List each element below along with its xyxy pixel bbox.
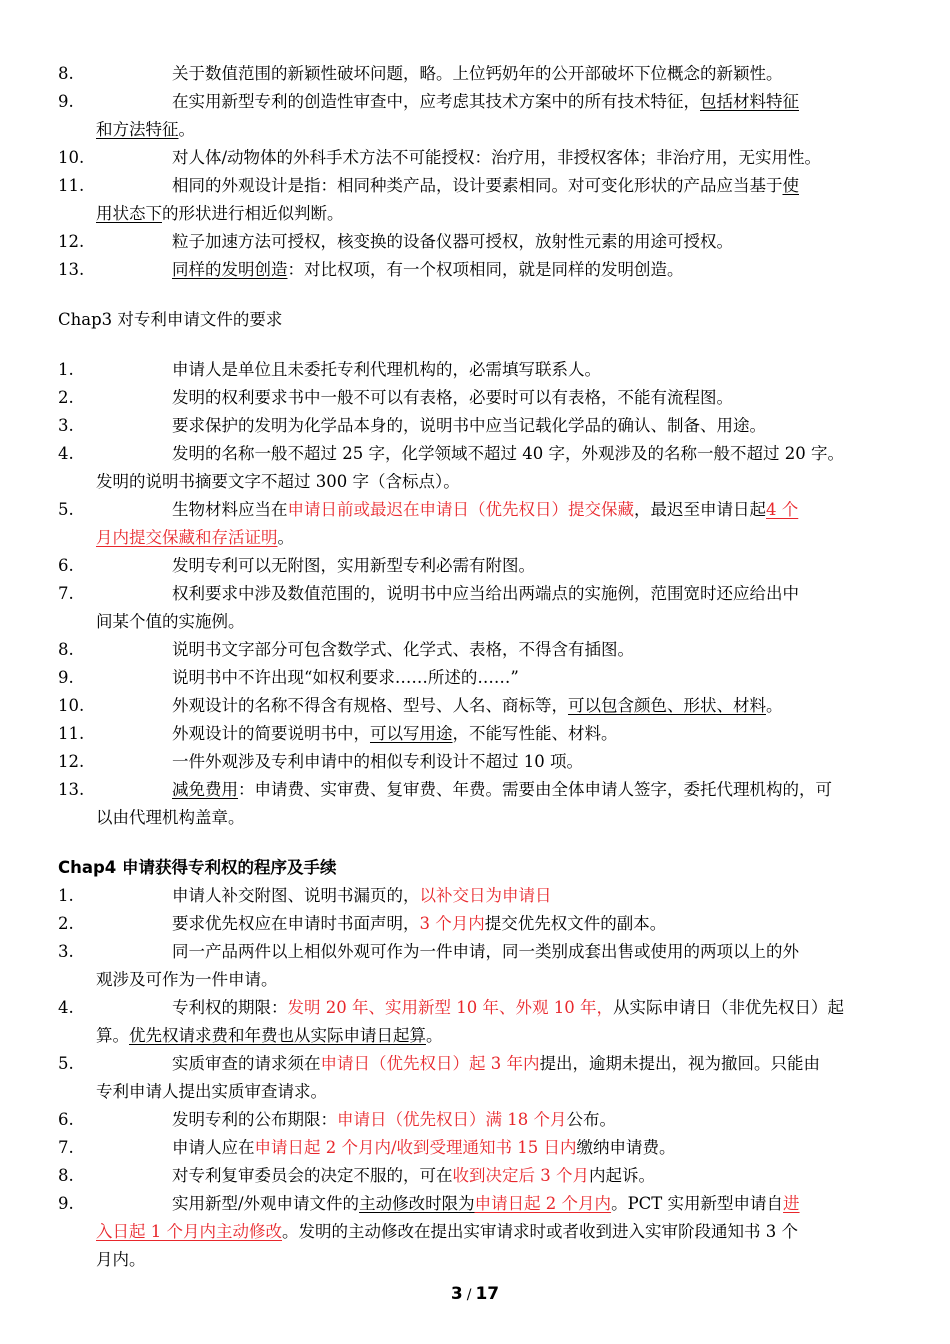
item-text: 缴纳申请费。 — [576, 1138, 676, 1157]
current-page: 3 — [450, 1284, 463, 1304]
highlight-text: 申请日起 2 个月内/收到受理通知书 15 日内 — [254, 1138, 577, 1157]
underlined-text: 主动修改时限为 — [359, 1194, 475, 1213]
list-item — [58, 720, 898, 748]
item-text: 要求优先权应在申请时书面声明， — [172, 914, 420, 933]
item-text: 外观设计的名称不得含有规格、型号、人名、商标等， — [172, 696, 568, 715]
item-number: 3. — [58, 942, 74, 961]
item-number: 10. — [58, 696, 85, 715]
item-number: 2. — [58, 914, 74, 933]
item-number: 12. — [58, 752, 85, 771]
highlight-text: 申请日（优先权日）满 18 个月 — [337, 1110, 567, 1129]
item-text: 生物材料应当在 — [172, 500, 288, 519]
list-item — [58, 412, 898, 440]
item-number: 8. — [58, 64, 74, 83]
list-item — [58, 748, 898, 776]
list-item — [58, 384, 898, 412]
item-text: 。 — [426, 1026, 443, 1045]
highlight-text: 申请日（优先权日）起 3 年内 — [320, 1054, 540, 1073]
total-pages: 17 — [475, 1284, 500, 1304]
item-text: ，不能写性能、材料。 — [452, 724, 618, 743]
list-item — [58, 256, 898, 284]
highlight-text: 申请日前或最迟在申请日（优先权日）提交保藏 — [287, 500, 634, 519]
item-number: 4. — [58, 998, 74, 1017]
list-item — [58, 994, 898, 1050]
page-separator: / — [466, 1287, 472, 1303]
item-text: 提出，逾期未提出，视为撤回。只能由 — [539, 1054, 820, 1073]
item-number: 10. — [58, 148, 85, 167]
item-number: 13. — [58, 780, 85, 799]
item-text: 月内。 — [96, 1250, 146, 1269]
item-number: 1. — [58, 886, 74, 905]
list-item — [58, 1134, 898, 1162]
list-item — [58, 692, 898, 720]
item-number: 8. — [58, 1166, 74, 1185]
item-text: 。发明的主动修改在提出实审请求时或者收到进入实审阶段通知书 3 个 — [282, 1222, 798, 1241]
underlined-text: 和方法特征 — [96, 120, 179, 139]
list-item — [58, 144, 898, 172]
item-number: 12. — [58, 232, 85, 251]
item-number: 2. — [58, 388, 74, 407]
item-number: 5. — [58, 500, 74, 519]
item-text: 发明的说明书摘要文字不超过 300 字（含标点）。 — [96, 472, 460, 491]
highlight-text: 3 个月内 — [419, 914, 485, 933]
item-text: 申请人应在 — [172, 1138, 255, 1157]
list-item — [58, 1106, 898, 1134]
item-text: 对专利复审委员会的决定不服的，可在 — [172, 1166, 453, 1185]
item-text: 关于数值范围的新颖性破坏问题，略。上位钙奶年的公开部破坏下位概念的新颖性。 — [172, 64, 783, 83]
item-number: 8. — [58, 640, 74, 659]
item-number: 5. — [58, 1054, 74, 1073]
item-text: 申请人是单位且未委托专利代理机构的，必需填写联系人。 — [172, 360, 601, 379]
item-text: 实用新型/外观申请文件的 — [172, 1194, 360, 1213]
highlight-text: 进 — [783, 1194, 800, 1213]
list-item — [58, 580, 898, 636]
item-number: 11. — [58, 724, 85, 743]
list-item — [58, 776, 898, 832]
highlight-text: 申请日起 2 个月内 — [474, 1194, 612, 1213]
item-text: 申请人补交附图、说明书漏页的， — [172, 886, 420, 905]
item-number: 9. — [58, 668, 74, 687]
item-text: 同一产品两件以上相似外观可作为一件申请，同一类别成套出售或使用的两项以上的外 — [172, 942, 799, 961]
item-text: 。 — [766, 696, 783, 715]
list-item — [58, 440, 898, 496]
item-number: 3. — [58, 416, 74, 435]
item-text: 。PCT 实用新型申请自 — [611, 1194, 784, 1213]
item-number: 7. — [58, 1138, 74, 1157]
underlined-text: 同样的发明创造 — [172, 260, 288, 279]
item-number: 11. — [58, 176, 85, 195]
page-number — [0, 1280, 950, 1309]
list-item — [58, 552, 898, 580]
list-item — [58, 1162, 898, 1190]
item-number: 1. — [58, 360, 74, 379]
item-text: 实质审查的请求须在 — [172, 1054, 321, 1073]
item-text: 要求保护的发明为化学品本身的，说明书中应当记载化学品的确认、制备、用途。 — [172, 416, 766, 435]
item-text: 说明书文字部分可包含数学式、化学式、表格，不得含有插图。 — [172, 640, 634, 659]
item-text: ：对比权项，有一个权项相同，就是同样的发明创造。 — [287, 260, 684, 279]
item-text: 对人体/动物体的外科手术方法不可能授权：治疗用，非授权客体；非治疗用，无实用性。 — [172, 148, 822, 167]
item-text: 发明的权利要求书中一般不可以有表格，必要时可以有表格，不能有流程图。 — [172, 388, 733, 407]
item-number: 4. — [58, 444, 74, 463]
item-text: 专利申请人提出实质审查请求。 — [96, 1082, 327, 1101]
item-text: 粒子加速方法可授权，核变换的设备仪器可授权，放射性元素的用途可授权。 — [172, 232, 733, 251]
list-item — [58, 496, 898, 552]
list-item — [58, 636, 898, 664]
highlight-text: 发明 20 年、实用新型 10 年、外观 10 年， — [287, 998, 613, 1017]
item-text: 间某个值的实施例。 — [96, 612, 245, 631]
underlined-text: 使 — [782, 176, 799, 195]
item-text: 的形状进行相近似判断。 — [162, 204, 344, 223]
underlined-text: 包括材料特征 — [700, 92, 799, 111]
item-text: 相同的外观设计是指：相同种类产品，设计要素相同。对可变化形状的产品应当基于 — [172, 176, 783, 195]
list-item — [58, 938, 898, 994]
underlined-text: 可以写用途 — [370, 724, 453, 743]
highlight-text: 4 个 — [766, 500, 799, 519]
underlined-text: 优先权请求费和年费也从实际申请日起算 — [129, 1026, 426, 1045]
item-text: 发明专利可以无附图，实用新型专利必需有附图。 — [172, 556, 535, 575]
underlined-text: 减免费用 — [172, 780, 238, 799]
item-text: 专利权的期限： — [172, 998, 288, 1017]
item-text: 观涉及可作为一件申请。 — [96, 970, 278, 989]
underlined-text: 用状态下 — [96, 204, 162, 223]
list-item — [58, 910, 898, 938]
item-text: 算。 — [96, 1026, 129, 1045]
underlined-text: 可以包含颜色、形状、材料 — [568, 696, 766, 715]
item-text: 说明书中不许出现“如权利要求……所述的……” — [172, 668, 519, 687]
highlight-text: 以补交日为申请日 — [419, 886, 552, 905]
item-text: 发明的名称一般不超过 25 字，化学领域不超过 40 字，外观涉及的名称一般不超过 20 字。 — [172, 444, 844, 463]
item-text: 在实用新型专利的创造性审查中，应考虑其技术方案中的所有技术特征， — [172, 92, 700, 111]
list-item — [58, 1190, 898, 1274]
item-text: 。 — [277, 528, 294, 547]
item-number: 9. — [58, 92, 74, 111]
list-item — [58, 172, 898, 228]
highlight-text: 月内提交保藏和存活证明 — [96, 528, 278, 547]
item-number: 13. — [58, 260, 85, 279]
item-text: 从实际申请日（非优先权日）起 — [612, 998, 844, 1017]
item-text: 。 — [178, 120, 195, 139]
item-number: 6. — [58, 1110, 74, 1129]
list-item — [58, 356, 898, 384]
item-text: 发明专利的公布期限： — [172, 1110, 337, 1129]
chapter-heading: Chap4 申请获得专利权的程序及手续 — [58, 858, 337, 877]
list-item — [58, 88, 898, 144]
highlight-text: 入日起 1 个月内主动修改 — [96, 1222, 282, 1241]
item-number: 7. — [58, 584, 74, 603]
item-number: 6. — [58, 556, 74, 575]
item-text: 外观设计的简要说明书中， — [172, 724, 370, 743]
item-text: 内起诉。 — [589, 1166, 655, 1185]
chapter-heading: Chap3 对专利申请文件的要求 — [58, 310, 283, 329]
item-text: 一件外观涉及专利申请中的相似专利设计不超过 10 项。 — [172, 752, 583, 771]
item-text: 公布。 — [566, 1110, 616, 1129]
highlight-text: 收到决定后 3 个月 — [452, 1166, 589, 1185]
item-text: 提交优先权文件的副本。 — [484, 914, 667, 933]
item-text: 以由代理机构盖章。 — [96, 808, 245, 827]
item-text: 权利要求中涉及数值范围的，说明书中应当给出两端点的实施例，范围宽时还应给出中 — [172, 584, 799, 603]
list-item — [58, 1050, 898, 1106]
list-item — [58, 664, 898, 692]
item-text: ，最迟至申请日起 — [634, 500, 766, 519]
item-number: 9. — [58, 1194, 74, 1213]
item-text: ：申请费、实审费、复审费、年费。需要由全体申请人签字，委托代理机构的，可 — [238, 780, 832, 799]
list-item — [58, 228, 898, 256]
list-item — [58, 60, 898, 88]
list-item — [58, 882, 898, 910]
